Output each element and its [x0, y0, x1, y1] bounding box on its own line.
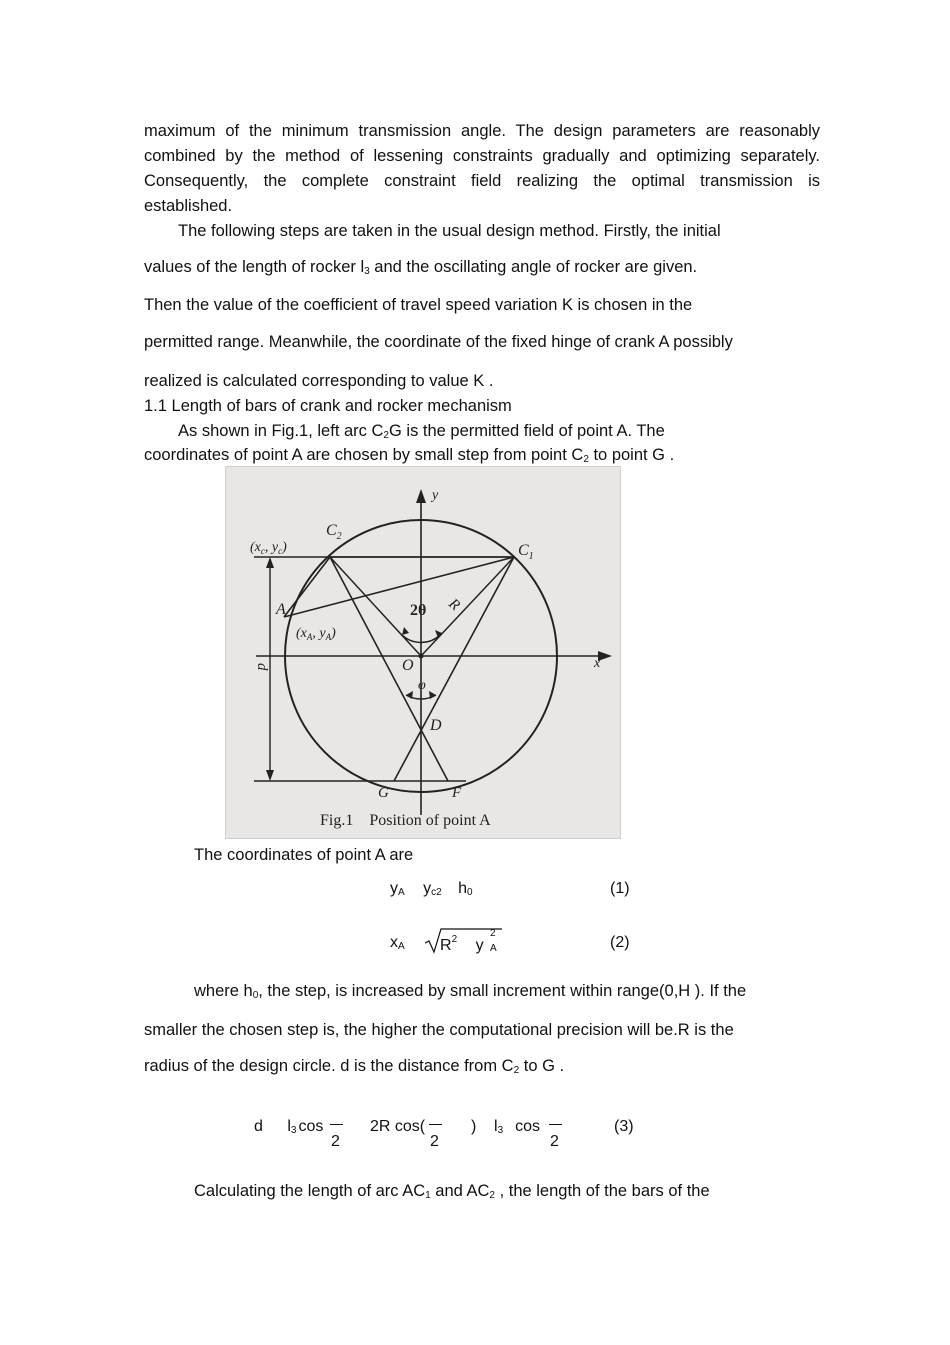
eq3-denominator-1: 2 [331, 1133, 340, 1150]
after-figure-line: The coordinates of point A are [194, 846, 414, 864]
eq2-r: R [440, 937, 452, 954]
equation-2-radicand [440, 934, 484, 955]
paragraph2-line2-text-b: and the oscillating angle of rocker are given. [369, 258, 698, 276]
x-axis-label: x [594, 656, 601, 671]
eq2-x-sub: A [398, 941, 405, 952]
c2-label-sub: 2 [336, 531, 342, 542]
eq1-y: y [390, 880, 398, 897]
paragraph4-line1 [194, 981, 746, 1006]
y-axis-arrow [416, 489, 426, 503]
eq3-l2-group [494, 1118, 540, 1136]
eq2-y: y [475, 937, 484, 954]
coordinate-a-text: (x [296, 626, 307, 641]
line-a-c2 [284, 557, 330, 617]
eq1-yc-sub: c2 [431, 887, 442, 898]
radius-o-c2 [330, 557, 421, 656]
paragraph4-line2-text-b: is the [689, 1021, 734, 1039]
paragraph4-line1-text-d: ). If the [690, 982, 747, 1000]
dimension-d-label: d [254, 663, 270, 671]
paragraph4-line1-sub: 0 [252, 990, 259, 1001]
origin-dot [419, 654, 424, 659]
y-axis-label: y [432, 488, 439, 503]
paragraph3-line1 [178, 421, 665, 446]
paragraph1-line4: established. [144, 197, 233, 215]
paragraph3-line1-sub: 2 [383, 430, 389, 441]
point-a-label: A [276, 601, 286, 618]
paragraph2-line2-text-a: values of the length of rocker l [144, 258, 365, 276]
angle-phi-arrow-left [406, 691, 413, 699]
coordinate-c-sub: c [260, 546, 265, 556]
equation-2 [390, 934, 405, 952]
equation-1-number: (1) [610, 880, 630, 897]
eq2-y-sub: A [490, 943, 497, 954]
coordinate-c-text: (x [250, 540, 261, 555]
point-d-label: D [430, 717, 442, 734]
angle-2theta-arrow-left [402, 627, 409, 635]
eq2-y-sup: 2 [490, 928, 496, 939]
paragraph4-line3-text-b: to G . [519, 1057, 565, 1075]
eq1-h-sub: 0 [467, 887, 473, 898]
angle-2theta-label: 2θ [410, 602, 427, 619]
fraction-bar-3 [549, 1124, 562, 1125]
paragraph5-line1-text-c: , the length of the bars of the [494, 1182, 710, 1200]
paragraph5-line1 [194, 1181, 710, 1206]
c1-label [518, 542, 534, 562]
eq3-l2-sub: 3 [497, 1125, 504, 1136]
paragraph2-line3: Then the value of the coefficient of travel speed variation K is chosen in the [144, 296, 693, 314]
c2-label-text: C [326, 522, 337, 539]
coordinate-c-label [250, 540, 287, 556]
equation-1 [390, 880, 473, 898]
eq3-l: l [287, 1118, 291, 1135]
figure-1-diagram [226, 467, 620, 838]
eq3-l2: l [494, 1118, 498, 1135]
paragraph3-line1-text-b: G is the permitted field of point A. The [388, 422, 665, 440]
coordinate-a-end: ) [331, 626, 336, 641]
fraction-bar-1 [330, 1124, 343, 1125]
paragraph4-line3-sub: 2 [513, 1065, 520, 1076]
radius-label: R [445, 595, 463, 614]
coordinate-a-label [296, 626, 336, 642]
line-c2-f [330, 557, 448, 781]
paragraph3-line2-text-b: to point G . [588, 446, 675, 464]
eq2-r-sup: 2 [451, 934, 458, 945]
paragraph4-line3 [144, 1056, 564, 1081]
eq3-paren-close: ) [471, 1118, 477, 1135]
eq3-l-sub: 3 [290, 1125, 297, 1136]
coordinate-c-end: ) [282, 540, 287, 555]
point-f-label: F [452, 785, 462, 801]
section-heading: 1.1 Length of bars of crank and rocker mechanism [144, 397, 512, 415]
angle-phi-arrow-right [429, 691, 436, 699]
origin-label: O [402, 657, 414, 674]
angle-2theta-arrow-right [435, 630, 442, 638]
angle-phi-label: φ [418, 678, 426, 693]
paragraph3-line1-text-a: As shown in Fig.1, left arc C [178, 422, 384, 440]
paragraph4-line1-text-b: , the step, is increased by small increment within range(0, [258, 982, 679, 1000]
paragraph5-line1-sub1: 1 [425, 1190, 431, 1201]
paragraph1-line2: combined by the method of lessening constraints gradually and optimizing separately. [144, 147, 820, 165]
c2-label [326, 522, 342, 542]
paragraph3-line2-sub: 2 [583, 454, 589, 465]
paragraph3-line2-text-a: coordinates of point A are chosen by small step from point C [144, 446, 584, 464]
paragraph4-line2-r: R [677, 1021, 690, 1039]
eq3-cos2: cos [515, 1118, 541, 1135]
paragraph5-line1-sub2: 2 [489, 1190, 495, 1201]
eq2-x: x [390, 934, 398, 951]
coordinate-c-sub-2: c [278, 546, 283, 556]
figure-caption: Fig.1 Position of point A [320, 812, 491, 829]
eq3-denominator-3: 2 [550, 1133, 559, 1150]
point-g-label: G [378, 785, 389, 801]
equation-2-number: (2) [610, 934, 630, 951]
paragraph2-line1: The following steps are taken in the usual design method. Firstly, the initial [178, 222, 721, 240]
coordinate-c-mid: , y [264, 540, 279, 555]
paragraph2-line4: permitted range. Meanwhile, the coordinate of the fixed hinge of crank A possibly [144, 333, 733, 351]
dimension-arrow-top [266, 557, 274, 568]
figure-1 [225, 466, 621, 839]
c1-label-sub: 1 [528, 551, 534, 562]
coordinate-a-sub: A [306, 632, 313, 642]
paragraph4-line3-text-a: radius of the design circle. d is the distance from C [144, 1057, 514, 1075]
coordinate-a-sub-2: A [325, 632, 332, 642]
paragraph2-line5: realized is calculated corresponding to value K . [144, 372, 494, 390]
paragraph4-line1-text-a: where h [194, 982, 253, 1000]
eq3-two-r-cos: 2R cos( [370, 1118, 426, 1135]
eq3-cos1: cos [298, 1118, 324, 1135]
paragraph4-line1-text-c: H [678, 982, 691, 1000]
c1-label-text: C [518, 542, 529, 559]
paragraph4-line2-text: smaller the chosen step is, the higher the computational precision will be. [144, 1021, 678, 1039]
paragraph2-line2-sub: 3 [364, 266, 370, 277]
fraction-bar-2 [429, 1124, 442, 1125]
eq3-denominator-2: 2 [430, 1133, 439, 1150]
equation-3-number: (3) [614, 1118, 634, 1135]
paragraph5-line1-text-a: Calculating the length of arc AC [194, 1182, 426, 1200]
paragraph2-line2 [144, 257, 697, 282]
eq1-y-sub: A [398, 887, 405, 898]
paragraph5-line1-text-b: and AC [430, 1182, 490, 1200]
equation-3 [254, 1118, 323, 1136]
eq1-h: h [458, 880, 468, 897]
radius-o-c1 [421, 557, 514, 656]
paragraph1-line3: Consequently, the complete constraint field realizing the optimal transmission is [144, 172, 820, 190]
paragraph4-line2 [144, 1020, 734, 1040]
dimension-arrow-bottom [266, 770, 274, 781]
coordinate-a-mid: , y [312, 626, 326, 641]
eq3-d: d [254, 1118, 263, 1135]
paragraph1-line1: maximum of the minimum transmission angle. The design parameters are reasonably [144, 122, 820, 140]
eq1-yc: y [423, 880, 432, 897]
